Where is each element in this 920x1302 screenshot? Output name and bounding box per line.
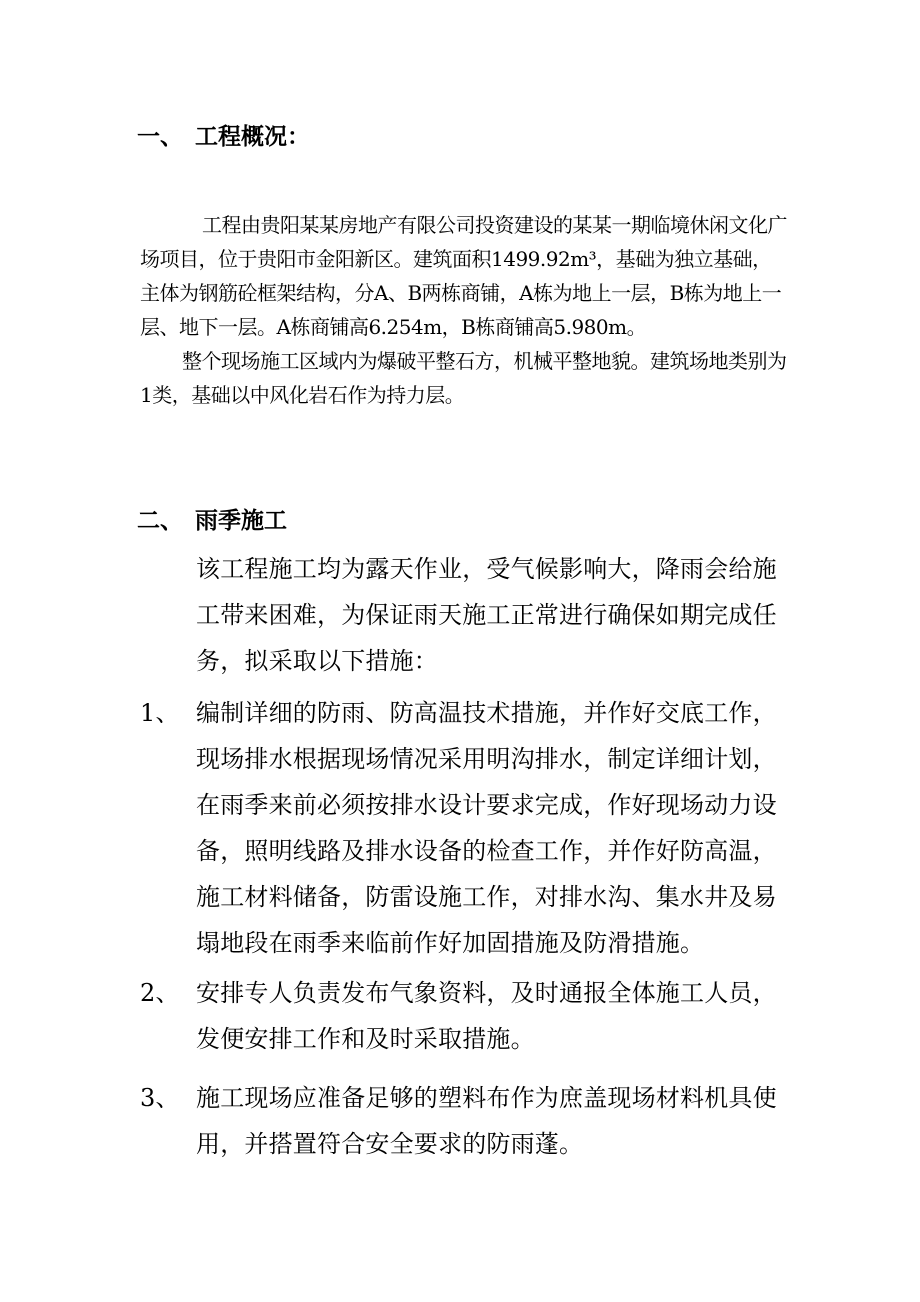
section-1-number: 一、 — [137, 124, 183, 150]
section-2-number: 二、 — [137, 508, 183, 534]
list-item-text: 安排专人负责发布气象资料，及时通报全体施工人员，发便安排工作和及时采取措施。 — [196, 979, 777, 1053]
section-1-paragraph: 整个现场施工区域内为爆破平整石方，机械平整地貌。建筑场地类别为1类，基础以中风化岩石作为持力层。 — [140, 349, 787, 407]
section-2-title: 雨季施工 — [195, 508, 287, 534]
section-1-body — [140, 208, 790, 412]
section-1-title: 工程概况： — [195, 124, 310, 150]
list-item-number: 3、 — [140, 1084, 180, 1112]
list-item-text: 编制详细的防雨、防高温技术措施，并作好交底工作，现场排水根据现场情况采用明沟排水，制定详细计划，在雨季来前必须按排水设计要求完成，作好现场动力设备，照明线路及排水设备的检查工作，并作好防高温，施工材料储备，防雷设施工作，对排水沟、集水井及易塌地段在雨季来临前作好加固措施及防滑措施。 — [196, 699, 777, 957]
list-item-text: 施工现场应准备足够的塑料布作为庶盖现场材料机具使用，并搭置符合安全要求的防雨蓬。 — [196, 1084, 777, 1158]
list-item-number: 2、 — [140, 979, 180, 1007]
section-1-paragraph: 工程由贵阳某某房地产有限公司投资建设的某某一期临境休闲文化广场项目，位于贵阳市金阳新区。建筑面积1499.92m³，基础为独立基础，主体为钢筋砼框架结构，分A、B两栋商铺，A栋为地上一层，B栋为地上一层、地下一层。A栋商铺高6.254m，B栋商铺高5.980m。 — [140, 213, 787, 339]
list-item-number: 1、 — [140, 699, 180, 727]
section-2-intro: 该工程施工均为露天作业，受气候影响大，降雨会给施工带来困难，为保证雨天施工正常进行确保如期完成任务，拟采取以下措施： — [196, 555, 777, 675]
section-1-heading — [137, 122, 310, 152]
section-2-heading — [137, 506, 287, 536]
